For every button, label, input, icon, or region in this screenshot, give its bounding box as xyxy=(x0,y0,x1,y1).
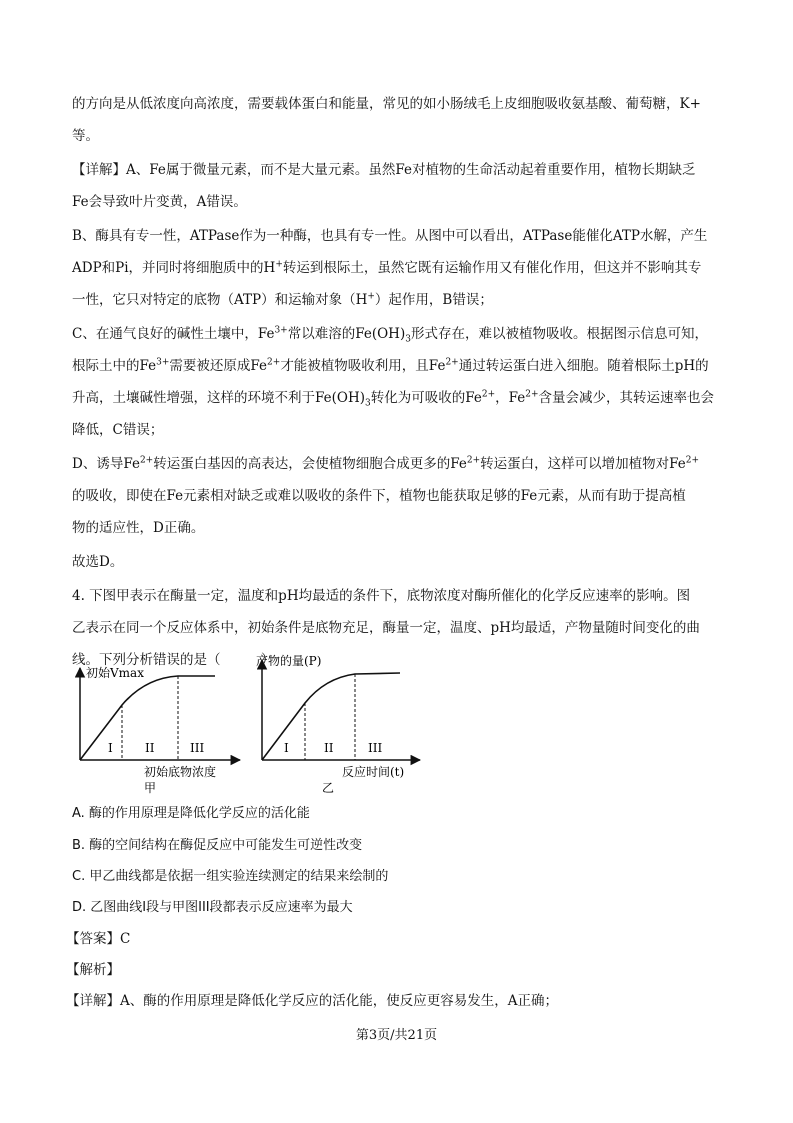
x-axis-label: 初始底物浓度 xyxy=(144,765,217,779)
page-footer: 第3页/共21页 xyxy=(355,1028,438,1043)
question-line: 乙表示在同一个反应体系中，初始条件是底物充足，酶量一定，温度、pH均最适，产物量随时间变化的曲 xyxy=(72,620,700,636)
paragraph-line: Fe会导致叶片变黄，A错误。 xyxy=(72,194,247,210)
question-line: 线。下列分析错误的是（ ） xyxy=(72,652,275,668)
detail-line: 【详解】A、酶的作用原理是降低化学反应的活化能，使反应更容易发生，A正确； xyxy=(66,993,558,1009)
chart-title: 乙 xyxy=(322,781,335,795)
paragraph-line: 一性，它只对特定的底物（ATP）和运输对象（H+）起作用，B错误； xyxy=(72,291,493,308)
paragraph-line: ADP和Pi，并同时将细胞质中的H+转运到根际土，虽然它既有运输作用又有催化作用，但这并不影响其专 xyxy=(72,259,702,276)
paragraph-line: 根际土中的$Fe^{3+}$需要被还原成$Fe^{2+}$才能被植物吸收利用，且$Fe^{2+}$通过转运蛋白进入细胞。随着根际土pH的 xyxy=(72,357,709,374)
region-label: I xyxy=(108,741,113,755)
paragraph-line: 升高，土壤碱性增强，这样的环境不利于$Fe(OH)_3$转化为可吸收的$Fe^{2+}$，$Fe^{2+}$含量会减少，其转运速率也会 xyxy=(72,389,715,409)
option-a: A. 酶的作用原理是降低化学反应的活化能 xyxy=(72,806,310,821)
chart-title: 甲 xyxy=(144,781,157,795)
paragraph-line: C、在通气良好的碱性土壤中，$Fe^{3+}$常以难溶的$Fe(OH)_3$形式存在，难以被植物吸收。根据图示信息可知， xyxy=(72,325,708,345)
chart-jia xyxy=(80,665,240,795)
region-label: II xyxy=(324,741,334,755)
paragraph-line: 降低，C错误； xyxy=(72,422,164,438)
paragraph-line: 等。 xyxy=(72,128,99,144)
option-c: C. 甲乙曲线都是依据一组实验连续测定的结果来绘制的 xyxy=(72,869,389,884)
region-label: III xyxy=(368,741,383,755)
paragraph-line: 物的适应性，D正确。 xyxy=(72,520,205,536)
paragraph-line: 的吸收，即使在Fe元素相对缺乏或难以吸收的条件下，植物也能获取足够的Fe元素，从而有助于提高植 xyxy=(72,488,686,504)
region-label: II xyxy=(145,741,155,755)
conclusion: 故选D。 xyxy=(72,554,124,570)
y-axis-label: 产物的量(P) xyxy=(256,654,322,668)
paragraph-line: 的方向是从低浓度向高浓度，需要载体蛋白和能量，常见的如小肠绒毛上皮细胞吸收氨基酸、葡萄糖，K+ xyxy=(72,96,701,112)
analysis-heading: 【解析】 xyxy=(66,962,120,978)
paragraph-line: 【详解】A、Fe属于微量元素，而不是大量元素。虽然Fe对植物的生命活动起着重要作用，植物长期缺乏 xyxy=(72,162,696,178)
paragraph-line: B、酶具有专一性，ATPase作为一种酶，也具有专一性。从图中可以看出，ATPase能催化ATP水解，产生 xyxy=(72,228,708,244)
region-label: I xyxy=(284,741,289,755)
paragraph-line: D、诱导$Fe^{2+}$转运蛋白基因的高表达，会使植物细胞合成更多的$Fe^{2+}$转运蛋白，这样可以增加植物对$Fe^{2+}$ xyxy=(72,455,700,472)
x-axis-label: 反应时间(t) xyxy=(342,765,405,779)
chart-yi xyxy=(256,653,420,795)
y-axis-label: 初始Vmax xyxy=(86,666,144,680)
option-d: D. 乙图曲线I段与甲图III段都表示反应速率为最大 xyxy=(72,900,353,915)
answer: 【答案】C xyxy=(66,931,131,947)
option-b: B. 酶的空间结构在酶促反应中可能发生可逆性改变 xyxy=(72,838,363,853)
question-line: 4. 下图甲表示在酶量一定，温度和pH均最适的条件下，底物浓度对酶所催化的化学反应速率的影响。图 xyxy=(72,588,691,604)
region-label: III xyxy=(190,741,205,755)
